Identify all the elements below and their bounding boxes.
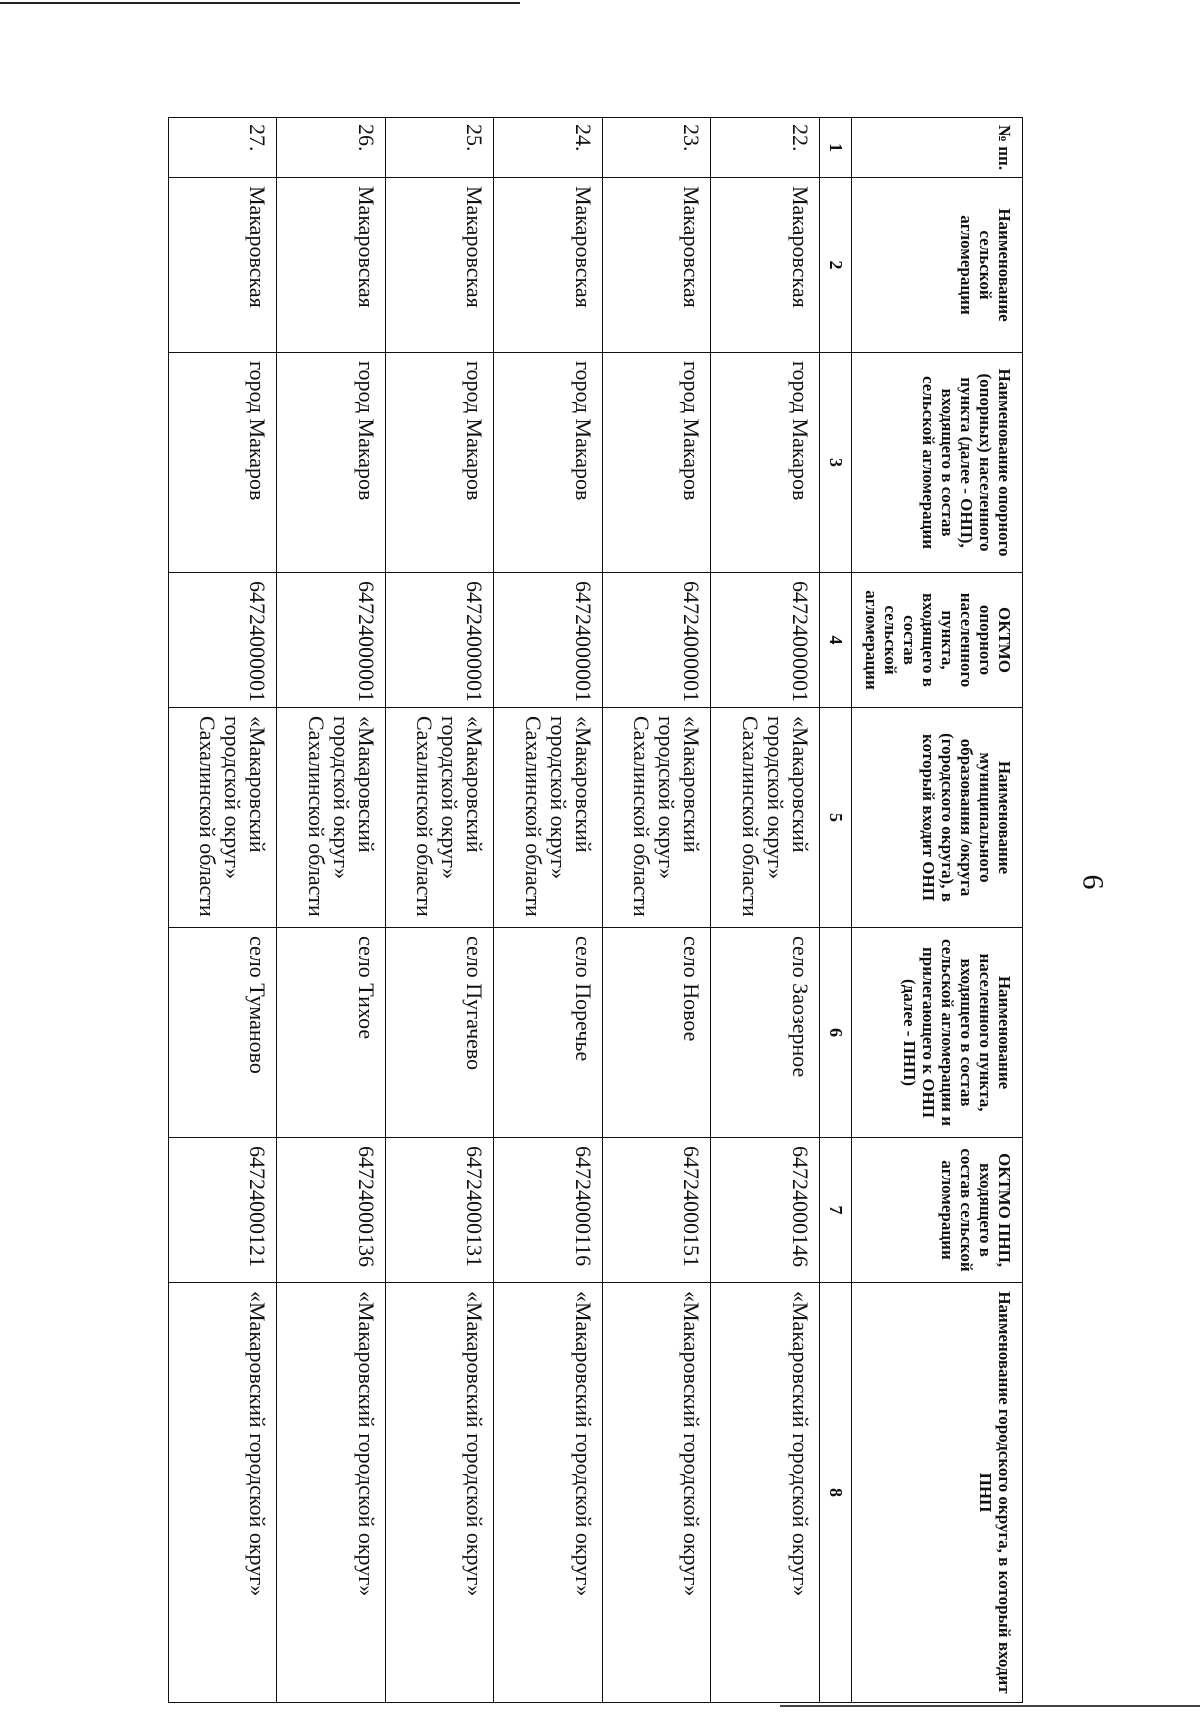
table-cell: «Макаровский городской округ» Сахалинской области	[603, 708, 712, 928]
table-row	[603, 118, 712, 1703]
header-cell: Наименование муниципального образования /округа (городского округа), в который входит ОНП	[852, 708, 1023, 928]
table-cell: 64724000001	[603, 573, 712, 708]
agglomeration-table	[168, 117, 1023, 1703]
table-cell: «Макаровский городской округ» Сахалинской области	[277, 708, 386, 928]
header-cell: Наименование населенного пункта, входящего в состав сельской агломерации и прилегающего к ОНП (далее - ПНП)	[852, 928, 1023, 1138]
table-cell: город Макаров	[494, 353, 603, 573]
table-cell: село Поречье	[494, 928, 603, 1138]
column-number: 4	[820, 573, 852, 708]
table-cell: 64724000131	[386, 1138, 495, 1283]
header-row	[852, 118, 1023, 1703]
column-number: 3	[820, 353, 852, 573]
column-number: 6	[820, 928, 852, 1138]
column-number: 5	[820, 708, 852, 928]
table-cell: 64724000116	[494, 1138, 603, 1283]
table-cell: «Макаровский городской округ» Сахалинской области	[169, 708, 278, 928]
header-cell: Наименование опорного (опорных) населенного пункта (далее - ОНП), входящего в состав сельской агломерации	[852, 353, 1023, 573]
table-row	[169, 118, 278, 1703]
table-cell: город Макаров	[277, 353, 386, 573]
column-number: 2	[820, 178, 852, 353]
table-cell: 23.	[603, 118, 712, 178]
table-cell: 64724000001	[277, 573, 386, 708]
column-number-row	[820, 118, 852, 1703]
column-number: 1	[820, 118, 852, 178]
table-cell: село Новое	[603, 928, 712, 1138]
table-cell: «Макаровский городской округ» Сахалинской области	[711, 708, 820, 928]
table-cell: Макаровская	[711, 178, 820, 353]
table-cell: 64724000001	[711, 573, 820, 708]
table-cell: город Макаров	[711, 353, 820, 573]
header-cell: Наименование сельской агломерации	[852, 178, 1023, 353]
header-cell: ОКТМО ПНП, входящего в состав сельской агломерации	[852, 1138, 1023, 1283]
table-cell: 64724000136	[277, 1138, 386, 1283]
table-cell: «Макаровский городской округ»	[169, 1283, 278, 1703]
table-cell: село Туманово	[169, 928, 278, 1138]
header-cell: № пп.	[852, 118, 1023, 178]
table-cell: 25.	[386, 118, 495, 178]
table-cell: 64724000151	[603, 1138, 712, 1283]
table-cell: Макаровская	[494, 178, 603, 353]
header-cell: Наименование городского округа, в который входит ПНП	[852, 1283, 1023, 1703]
table-cell: 64724000121	[169, 1138, 278, 1283]
table-cell: «Макаровский городской округ»	[711, 1283, 820, 1703]
table-cell: город Макаров	[169, 353, 278, 573]
table-cell: Макаровская	[386, 178, 495, 353]
table-row	[277, 118, 386, 1703]
scan-edge-bottom	[780, 1705, 1200, 1707]
table-cell: село Пугачево	[386, 928, 495, 1138]
column-number: 7	[820, 1138, 852, 1283]
table-row	[386, 118, 495, 1703]
rotated-table-container	[168, 117, 1023, 1702]
table-cell: 27.	[169, 118, 278, 178]
table-cell: «Макаровский городской округ» Сахалинской области	[386, 708, 495, 928]
page-number: 6	[1076, 874, 1110, 890]
table-cell: «Макаровский городской округ»	[277, 1283, 386, 1703]
table-cell: 64724000001	[169, 573, 278, 708]
table-cell: 26.	[277, 118, 386, 178]
table-row	[711, 118, 820, 1703]
table-cell: Макаровская	[277, 178, 386, 353]
table-cell: «Макаровский городской округ» Сахалинской области	[494, 708, 603, 928]
table-cell: село Тихое	[277, 928, 386, 1138]
column-number: 8	[820, 1283, 852, 1703]
table-cell: город Макаров	[603, 353, 712, 573]
table-cell: 24.	[494, 118, 603, 178]
table-cell: 64724000001	[386, 573, 495, 708]
header-cell: ОКТМО опорного населенного пункта, входящего в состав сельской агломерации	[852, 573, 1023, 708]
table-row	[494, 118, 603, 1703]
table-cell: Макаровская	[169, 178, 278, 353]
table-cell: «Макаровский городской округ»	[494, 1283, 603, 1703]
scan-edge-top	[0, 2, 520, 4]
table-cell: Макаровская	[603, 178, 712, 353]
table-cell: 22.	[711, 118, 820, 178]
table-cell: село Заозерное	[711, 928, 820, 1138]
table-cell: город Макаров	[386, 353, 495, 573]
table-cell: 64724000001	[494, 573, 603, 708]
table-cell: 64724000146	[711, 1138, 820, 1283]
table-cell: «Макаровский городской округ»	[603, 1283, 712, 1703]
table-cell: «Макаровский городской округ»	[386, 1283, 495, 1703]
